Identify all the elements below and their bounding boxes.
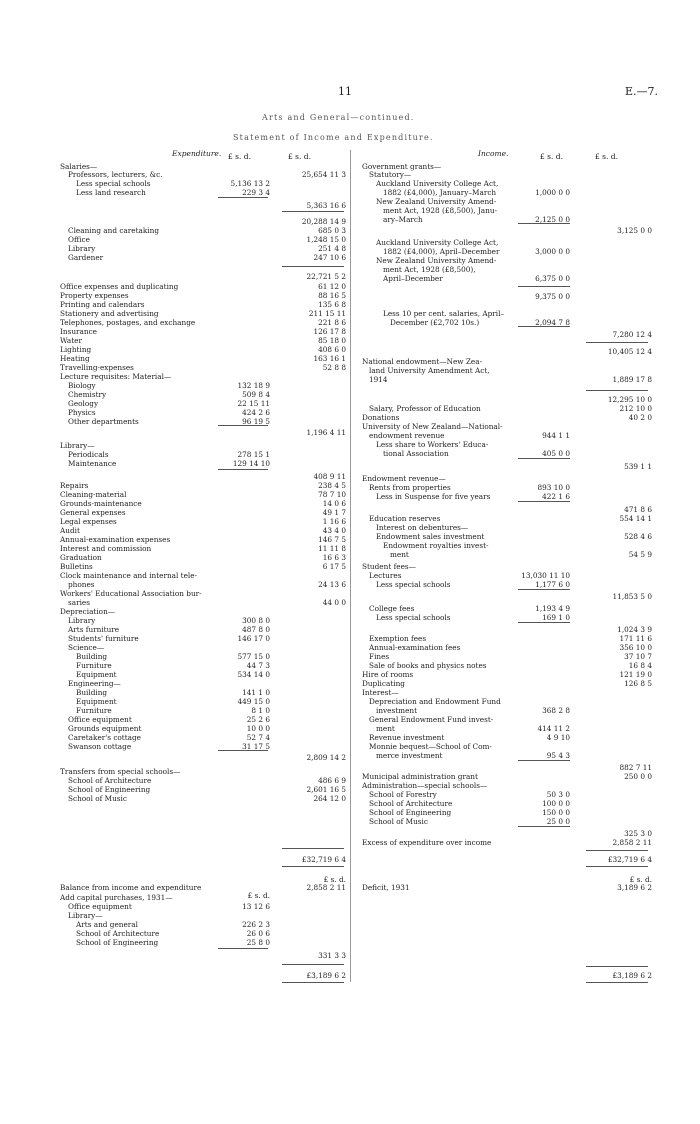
income-row-label: ment — [390, 550, 409, 559]
expenditure-row-label: Chemistry — [68, 390, 107, 399]
income-amount-outer: 528 4 6 — [624, 532, 652, 541]
income-amount-outer: 2,858 2 11 — [612, 838, 652, 847]
expenditure-amount-outer: 163 16 1 — [313, 354, 346, 363]
income-amount-inner: 944 1 1 — [542, 431, 570, 440]
income-row-label: Government grants— — [362, 162, 442, 171]
expenditure-row-label: Office — [68, 235, 90, 244]
income-amount-outer: 16 8 4 — [628, 661, 652, 670]
expenditure-row-label: Geology — [68, 399, 99, 408]
income-amount-inner: 1,000 0 0 — [535, 188, 570, 197]
income-row-label: 1914 — [369, 375, 388, 384]
expenditure-col1-units: £ s. d. — [228, 152, 251, 161]
expenditure-row-label: School of Engineering — [68, 785, 151, 794]
expenditure-amount-inner: 8 1 0 — [251, 706, 270, 715]
income-row-label: New Zealand University Amend- — [376, 197, 497, 206]
expenditure-amount-outer: £3,189 6 2 — [306, 971, 346, 980]
income-row-label: Depreciation and Endowment Fund — [369, 697, 501, 706]
income-amount-outer: 356 10 0 — [619, 643, 652, 652]
rule — [518, 622, 570, 623]
income-row-label: Lectures — [369, 571, 402, 580]
rule — [282, 266, 344, 267]
expenditure-row-label: Repairs — [60, 481, 89, 490]
income-amount-outer: 1,024 3 9 — [617, 625, 652, 634]
expenditure-row-label: Arts furniture — [68, 625, 120, 634]
income-amount-inner: 2,094 7 8 — [535, 318, 570, 327]
rule — [586, 850, 648, 851]
statement-title: Statement of Income and Expenditure. — [233, 133, 434, 142]
expenditure-row-label: Interest and commission — [60, 544, 152, 553]
income-row-label: ary–March — [383, 215, 423, 224]
income-row-label: Less 10 per cent. salaries, April– — [383, 309, 505, 318]
income-row-label: Deficit, 1931 — [362, 883, 410, 892]
income-row-label: Fines — [369, 652, 390, 661]
expenditure-amount-inner: £ s. d. — [247, 891, 270, 900]
column-divider — [350, 150, 351, 982]
income-amount-outer: 212 10 0 — [619, 404, 652, 413]
expenditure-amount-inner: 226 2 3 — [242, 920, 270, 929]
expenditure-row-label: Office equipment — [68, 715, 132, 724]
expenditure-row-label: Engineering— — [68, 679, 121, 688]
expenditure-row-label: Salaries— — [60, 162, 98, 171]
income-amount-inner: 3,000 0 0 — [535, 247, 570, 256]
expenditure-row-label: Library— — [68, 911, 103, 920]
income-amount-inner: 50 3 0 — [546, 790, 570, 799]
expenditure-row-label: Professors, lecturers, &c. — [68, 170, 163, 179]
income-row-label: Administration—special schools— — [362, 781, 488, 790]
income-row-label: Endowment sales investment — [376, 532, 485, 541]
rule — [586, 390, 648, 391]
expenditure-amount-inner: 487 8 0 — [242, 625, 270, 634]
expenditure-amount-outer: 685 0 3 — [318, 226, 346, 235]
expenditure-amount-inner: 13 12 6 — [242, 902, 270, 911]
income-amount-outer: 171 11 6 — [619, 634, 652, 643]
expenditure-amount-inner: 141 1 0 — [242, 688, 270, 697]
income-row-label: land University Amendment Act, — [369, 366, 490, 375]
expenditure-amount-outer: 486 6 9 — [318, 776, 346, 785]
rule — [282, 982, 344, 983]
expenditure-row-label: phones — [68, 580, 95, 589]
expenditure-row-label: Graduation — [60, 553, 102, 562]
income-row-label: School of Engineering — [369, 808, 452, 817]
expenditure-amount-inner: 129 14 10 — [232, 459, 270, 468]
income-row-label: Auckland University College Act, — [376, 179, 499, 188]
expenditure-amount-inner: 25 8 0 — [246, 938, 270, 947]
income-row-label: Less share to Workers' Educa- — [376, 440, 489, 449]
income-amount-inner: 422 1 6 — [542, 492, 570, 501]
expenditure-row-label: Less land research — [76, 188, 146, 197]
expenditure-amount-outer: 126 17 8 — [313, 327, 346, 336]
expenditure-row-label: Equipment — [76, 697, 117, 706]
expenditure-amount-inner: 25 2 6 — [246, 715, 270, 724]
expenditure-row-label: Library — [68, 244, 96, 253]
expenditure-row-label: Building — [76, 652, 108, 661]
expenditure-amount-inner: 26 0 6 — [246, 929, 270, 938]
expenditure-row-label: Library — [68, 616, 96, 625]
expenditure-amount-outer: 88 16 5 — [318, 291, 346, 300]
rule — [518, 326, 570, 327]
expenditure-row-label: Gardener — [68, 253, 104, 262]
rule — [586, 866, 648, 867]
expenditure-row-label: Clock maintenance and internal tele- — [60, 571, 198, 580]
income-amount-outer: 539 1 1 — [624, 462, 652, 471]
expenditure-amount-outer: 43 4 0 — [322, 526, 346, 535]
section-title: Arts and General—continued. — [262, 113, 415, 122]
expenditure-amount-outer: 20,288 14 9 — [301, 217, 346, 226]
expenditure-amount-outer: 135 6 8 — [318, 300, 346, 309]
income-row-label: New Zealand University Amend- — [376, 256, 497, 265]
expenditure-amount-outer: 14 0 6 — [322, 499, 346, 508]
income-amount-outer: 554 14 1 — [619, 514, 652, 523]
income-row-label: 1882 (£4,000), January–March — [383, 188, 497, 197]
income-amount-inner: 150 0 0 — [542, 808, 570, 817]
income-row-label: Less in Suspense for five years — [376, 492, 491, 501]
expenditure-amount-outer: 331 3 3 — [318, 951, 346, 960]
income-amount-outer: 471 8 6 — [624, 505, 652, 514]
expenditure-row-label: Maintenance — [68, 459, 117, 468]
expenditure-amount-inner: 229 3 4 — [242, 188, 270, 197]
expenditure-row-label: Workers' Educational Association bur- — [60, 589, 202, 598]
expenditure-row-label: Lighting — [60, 345, 92, 354]
page-number: 11 — [338, 85, 352, 98]
expenditure-row-label: Cleaning-material — [60, 490, 127, 499]
income-row-label: School of Forestry — [369, 790, 437, 799]
expenditure-amount-inner: 132 18 9 — [237, 381, 270, 390]
rule — [218, 469, 268, 470]
expenditure-row-label: Office expenses and duplicating — [60, 282, 179, 291]
expenditure-row-label: Add capital purchases, 1931— — [60, 893, 173, 902]
expenditure-row-label: Furniture — [76, 706, 112, 715]
income-row-label: ment Act, 1928 (£8,500), Janu- — [383, 206, 498, 215]
expenditure-row-label: Lecture requisites: Material— — [60, 372, 172, 381]
expenditure-amount-inner: 10 0 0 — [246, 724, 270, 733]
expenditure-row-label: School of Architecture — [76, 929, 160, 938]
income-amount-outer: 37 10 7 — [624, 652, 652, 661]
expenditure-amount-outer: 408 9 11 — [313, 472, 346, 481]
income-row-label: Less special schools — [376, 613, 451, 622]
income-amount-outer: £ s. d. — [629, 875, 652, 884]
expenditure-amount-outer: 44 0 0 — [322, 598, 346, 607]
expenditure-row-label: Cleaning and caretaking — [68, 226, 160, 235]
income-row-label: Revenue investment — [369, 733, 445, 742]
expenditure-row-label: Stationery and advertising — [60, 309, 159, 318]
expenditure-amount-outer: 5,363 16 6 — [306, 201, 346, 210]
expenditure-amount-inner: 22 15 11 — [237, 399, 270, 408]
income-amount-outer: 7,280 12 4 — [612, 330, 652, 339]
expenditure-row-label: Property expenses — [60, 291, 129, 300]
expenditure-row-label: Grounds-maintenance — [60, 499, 142, 508]
expenditure-row-label: Insurance — [60, 327, 97, 336]
income-amount-outer: 250 0 0 — [624, 772, 652, 781]
expenditure-amount-outer: 238 4 5 — [318, 481, 346, 490]
income-row-label: Less special schools — [376, 580, 451, 589]
rule — [218, 425, 268, 426]
expenditure-amount-outer: 2,809 14 2 — [306, 753, 346, 762]
expenditure-amount-outer: 221 8 6 — [318, 318, 346, 327]
expenditure-amount-outer: 85 18 0 — [318, 336, 346, 345]
income-row-label: Endowment royalties invest- — [383, 541, 489, 550]
expenditure-amount-outer: 264 12 0 — [313, 794, 346, 803]
income-amount-inner: 25 0 0 — [546, 817, 570, 826]
expenditure-amount-outer: 1,196 4 11 — [306, 428, 346, 437]
income-row-label: National endowment—New Zea- — [362, 357, 483, 366]
expenditure-row-label: Printing and calendars — [60, 300, 145, 309]
rule — [518, 458, 570, 459]
income-row-label: Monnie bequest—School of Com- — [369, 742, 492, 751]
expenditure-heading: Expenditure. — [172, 149, 222, 158]
income-amount-outer: 1,889 17 8 — [612, 375, 652, 384]
expenditure-amount-outer: 1 16 6 — [322, 517, 346, 526]
income-row-label: School of Music — [369, 817, 428, 826]
rule — [218, 197, 268, 198]
income-amount-outer: 126 8 5 — [624, 679, 652, 688]
income-col1-units: £ s. d. — [540, 152, 563, 161]
expenditure-row-label: Physics — [68, 408, 96, 417]
income-amount-inner: 100 0 0 — [542, 799, 570, 808]
income-amount-inner: 169 1 0 — [542, 613, 570, 622]
rule — [218, 750, 268, 751]
rule — [518, 223, 570, 224]
income-amount-inner: 4 9 10 — [546, 733, 570, 742]
income-heading: Income. — [478, 149, 509, 158]
income-amount-inner: 9,375 0 0 — [535, 292, 570, 301]
expenditure-amount-outer: 2,858 2 11 — [306, 883, 346, 892]
expenditure-amount-inner: 424 2 6 — [242, 408, 270, 417]
income-row-label: Interest— — [362, 688, 399, 697]
income-row-label: Interest on debentures— — [376, 523, 469, 532]
income-row-label: April–December — [383, 274, 443, 283]
expenditure-row-label: Periodicals — [68, 450, 109, 459]
expenditure-amount-outer: 6 17 5 — [322, 562, 346, 571]
expenditure-amount-outer: 1,248 15 0 — [306, 235, 346, 244]
rule — [586, 966, 648, 967]
report-reference: E.—7. — [625, 85, 659, 98]
expenditure-row-label: Grounds equipment — [68, 724, 142, 733]
income-amount-outer: 40 2 0 — [628, 413, 652, 422]
income-amount-outer: 3,189 6 2 — [617, 883, 652, 892]
expenditure-row-label: saries — [68, 598, 90, 607]
income-amount-outer: 10,405 12 4 — [607, 347, 652, 356]
income-row-label: Excess of expenditure over income — [362, 838, 492, 847]
rule — [518, 286, 570, 287]
income-row-label: Duplicating — [362, 679, 405, 688]
income-row-label: tional Association — [383, 449, 449, 458]
expenditure-row-label: Office equipment — [68, 902, 132, 911]
income-amount-outer: 325 3 0 — [624, 829, 652, 838]
rule — [518, 501, 570, 502]
income-row-label: Education reserves — [369, 514, 441, 523]
expenditure-amount-outer: 52 8 8 — [322, 363, 346, 372]
income-row-label: endowment revenue — [369, 431, 445, 440]
expenditure-row-label: Library— — [60, 441, 95, 450]
income-amount-outer: £32,719 6 4 — [607, 855, 652, 864]
income-row-label: investment — [376, 706, 418, 715]
expenditure-row-label: Furniture — [76, 661, 112, 670]
rule — [282, 964, 344, 965]
expenditure-row-label: Telephones, postages, and exchange — [60, 318, 196, 327]
expenditure-amount-outer: 25,654 11 3 — [301, 170, 346, 179]
income-amount-outer: 11,853 5 0 — [612, 592, 652, 601]
expenditure-col2-units: £ s. d. — [288, 152, 311, 161]
income-row-label: University of New Zealand—National- — [362, 422, 503, 431]
rule — [282, 866, 344, 867]
income-row-label: Student fees— — [362, 562, 416, 571]
expenditure-amount-outer: 211 15 11 — [308, 309, 346, 318]
expenditure-row-label: Travelling-expenses — [60, 363, 134, 372]
expenditure-amount-inner: 52 7 4 — [246, 733, 270, 742]
income-amount-outer: £3,189 6 2 — [612, 971, 652, 980]
income-amount-inner: 414 11 2 — [537, 724, 570, 733]
expenditure-amount-outer: 49 1 7 — [322, 508, 346, 517]
expenditure-amount-inner: 278 15 1 — [237, 450, 270, 459]
expenditure-row-label: Less special schools — [76, 179, 151, 188]
income-row-label: Statutory— — [369, 170, 412, 179]
income-amount-inner: 1,193 4 9 — [535, 604, 570, 613]
expenditure-amount-inner: 5,136 13 2 — [230, 179, 270, 188]
income-amount-inner: 95 4 3 — [546, 751, 570, 760]
expenditure-amount-outer: 22,721 5 2 — [306, 272, 346, 281]
expenditure-row-label: Biology — [68, 381, 96, 390]
income-row-label: merce investment — [376, 751, 443, 760]
expenditure-row-label: Annual-examination expenses — [60, 535, 171, 544]
income-amount-outer: 54 5 9 — [628, 550, 652, 559]
expenditure-amount-inner: 577 15 0 — [237, 652, 270, 661]
rule — [518, 760, 570, 761]
expenditure-row-label: Depreciation— — [60, 607, 116, 616]
income-amount-inner: 1,177 6 0 — [535, 580, 570, 589]
income-row-label: Municipal administration grant — [362, 772, 478, 781]
rule — [282, 848, 344, 849]
expenditure-row-label: Equipment — [76, 670, 117, 679]
expenditure-row-label: Building — [76, 688, 108, 697]
income-row-label: Sale of books and physics notes — [369, 661, 487, 670]
income-row-label: 1882 (£4,000), April–December — [383, 247, 500, 256]
income-row-label: ment — [376, 724, 395, 733]
rule — [518, 589, 570, 590]
expenditure-row-label: Balance from income and expenditure — [60, 883, 202, 892]
income-amount-inner: 6,375 0 0 — [535, 274, 570, 283]
rule — [218, 948, 268, 949]
income-amount-inner: 2,125 0 0 — [535, 215, 570, 224]
expenditure-amount-outer: 146 7 5 — [318, 535, 346, 544]
expenditure-amount-inner: 44 7 3 — [246, 661, 270, 670]
income-amount-inner: 405 0 0 — [542, 449, 570, 458]
expenditure-row-label: Arts and general — [76, 920, 138, 929]
income-amount-inner: 368 2 8 — [542, 706, 570, 715]
expenditure-amount-outer: 61 12 0 — [318, 282, 346, 291]
expenditure-amount-inner: 31 17 5 — [242, 742, 270, 751]
income-col2-units: £ s. d. — [595, 152, 618, 161]
income-amount-outer: 12,295 10 0 — [607, 395, 652, 404]
expenditure-row-label: Bulletins — [60, 562, 93, 571]
income-row-label: General Endowment Fund invest- — [369, 715, 494, 724]
income-row-label: College fees — [369, 604, 415, 613]
income-row-label: Donations — [362, 413, 400, 422]
expenditure-row-label: Other departments — [68, 417, 139, 426]
expenditure-amount-outer: 247 10 6 — [313, 253, 346, 262]
expenditure-row-label: Heating — [60, 354, 90, 363]
expenditure-row-label: School of Music — [68, 794, 127, 803]
income-row-label: Auckland University College Act, — [376, 238, 499, 247]
income-row-label: Annual-examination fees — [369, 643, 461, 652]
income-amount-inner: 13,030 11 10 — [521, 571, 570, 580]
expenditure-amount-outer: 251 4 8 — [318, 244, 346, 253]
expenditure-row-label: Transfers from special schools— — [60, 767, 181, 776]
expenditure-amount-inner: 96 19 5 — [242, 417, 270, 426]
expenditure-row-label: Water — [60, 336, 82, 345]
rule — [586, 982, 648, 983]
expenditure-row-label: Science— — [68, 643, 105, 652]
income-amount-inner: 893 10 0 — [537, 483, 570, 492]
income-amount-outer: 882 7 11 — [619, 763, 652, 772]
income-row-label: Endowment revenue— — [362, 474, 446, 483]
expenditure-row-label: Students' furniture — [68, 634, 139, 643]
expenditure-row-label: Audit — [60, 526, 80, 535]
expenditure-amount-inner: 509 8 4 — [242, 390, 270, 399]
expenditure-amount-outer: 16 6 3 — [322, 553, 346, 562]
income-row-label: Rents from properties — [369, 483, 451, 492]
rule — [518, 826, 570, 827]
expenditure-row-label: Swanson cottage — [68, 742, 132, 751]
income-row-label: Hire of rooms — [362, 670, 414, 679]
expenditure-row-label: Legal expenses — [60, 517, 117, 526]
income-row-label: ment Act, 1928 (£8,500), — [383, 265, 476, 274]
expenditure-amount-inner: 146 17 0 — [237, 634, 270, 643]
expenditure-row-label: School of Architecture — [68, 776, 152, 785]
expenditure-amount-outer: 11 11 8 — [318, 544, 346, 553]
expenditure-amount-outer: 78 7 10 — [318, 490, 346, 499]
income-amount-outer: 121 19 0 — [619, 670, 652, 679]
income-row-label: Salary, Professor of Education — [369, 404, 481, 413]
income-row-label: Exemption fees — [369, 634, 427, 643]
income-row-label: December (£2,702 10s.) — [390, 318, 480, 327]
expenditure-amount-inner: 449 15 0 — [237, 697, 270, 706]
income-row-label: School of Architecture — [369, 799, 453, 808]
rule — [586, 342, 648, 343]
expenditure-row-label: Caretaker's cottage — [68, 733, 142, 742]
income-amount-outer: 3,125 0 0 — [617, 226, 652, 235]
expenditure-amount-outer: 2,601 16 5 — [306, 785, 346, 794]
expenditure-amount-inner: 300 8 0 — [242, 616, 270, 625]
expenditure-amount-inner: 534 14 0 — [237, 670, 270, 679]
expenditure-amount-outer: £32,719 6 4 — [301, 855, 346, 864]
expenditure-row-label: General expenses — [60, 508, 126, 517]
expenditure-row-label: School of Engineering — [76, 938, 159, 947]
expenditure-amount-outer: £ s. d. — [323, 875, 346, 884]
expenditure-amount-outer: 408 6 0 — [318, 345, 346, 354]
rule — [282, 211, 344, 212]
expenditure-amount-outer: 24 13 6 — [318, 580, 346, 589]
